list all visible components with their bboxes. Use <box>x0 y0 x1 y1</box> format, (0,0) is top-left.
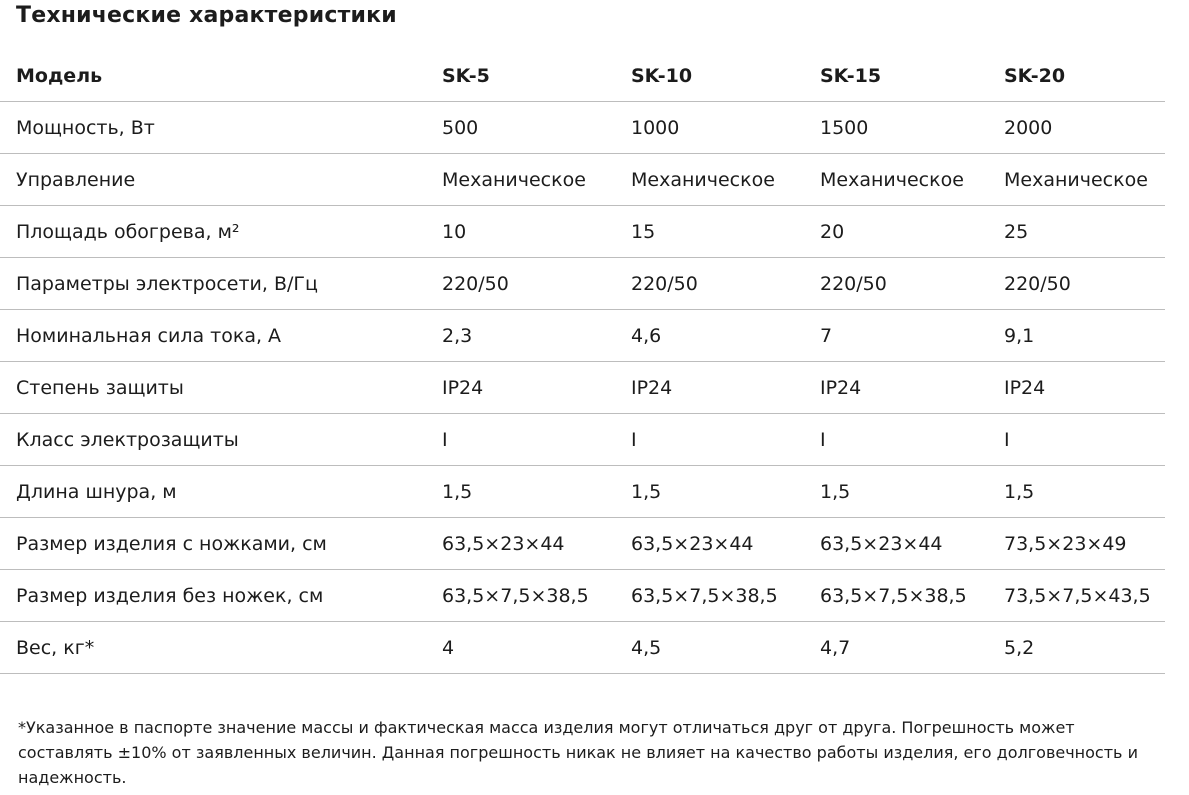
row-value: 63,5×23×44 <box>820 518 1004 570</box>
row-value: 220/50 <box>1004 258 1165 310</box>
row-value: 1,5 <box>631 466 820 518</box>
row-label: Размер изделия без ножек, см <box>0 570 442 622</box>
row-value: 63,5×7,5×38,5 <box>442 570 631 622</box>
row-value: 1000 <box>631 102 820 154</box>
row-value: 500 <box>442 102 631 154</box>
page-title: Технические характеристики <box>16 3 397 28</box>
row-value: IP24 <box>442 362 631 414</box>
row-value: 73,5×23×49 <box>1004 518 1165 570</box>
row-value: 7 <box>820 310 1004 362</box>
row-label: Размер изделия с ножками, см <box>0 518 442 570</box>
header-model: SK-10 <box>631 50 820 102</box>
row-value: 15 <box>631 206 820 258</box>
row-value: 10 <box>442 206 631 258</box>
row-value: 1500 <box>820 102 1004 154</box>
row-value: 25 <box>1004 206 1165 258</box>
row-value: IP24 <box>631 362 820 414</box>
row-value: I <box>442 414 631 466</box>
row-label: Длина шнура, м <box>0 466 442 518</box>
row-value: 1,5 <box>442 466 631 518</box>
row-value: 63,5×23×44 <box>442 518 631 570</box>
table-row <box>0 206 1165 258</box>
row-value: 73,5×7,5×43,5 <box>1004 570 1165 622</box>
row-label: Площадь обогрева, м² <box>0 206 442 258</box>
row-value: 63,5×7,5×38,5 <box>820 570 1004 622</box>
row-value: IP24 <box>820 362 1004 414</box>
row-value: 9,1 <box>1004 310 1165 362</box>
row-label: Мощность, Вт <box>0 102 442 154</box>
row-value: 2000 <box>1004 102 1165 154</box>
table-row <box>0 310 1165 362</box>
table-row <box>0 518 1165 570</box>
specs-table <box>0 50 1165 674</box>
table-row <box>0 414 1165 466</box>
row-label: Номинальная сила тока, А <box>0 310 442 362</box>
row-value: I <box>631 414 820 466</box>
table-row <box>0 570 1165 622</box>
row-value: 63,5×23×44 <box>631 518 820 570</box>
table-row <box>0 102 1165 154</box>
row-value: Механическое <box>820 154 1004 206</box>
table-row <box>0 258 1165 310</box>
row-value: 4,7 <box>820 622 1004 674</box>
header-model: SK-5 <box>442 50 631 102</box>
row-label: Параметры электросети, В/Гц <box>0 258 442 310</box>
table-row <box>0 622 1165 674</box>
row-value: IP24 <box>1004 362 1165 414</box>
row-label: Управление <box>0 154 442 206</box>
row-value: Механическое <box>631 154 820 206</box>
row-label: Класс электрозащиты <box>0 414 442 466</box>
table-row <box>0 362 1165 414</box>
table-row <box>0 466 1165 518</box>
row-value: 1,5 <box>1004 466 1165 518</box>
row-value: I <box>1004 414 1165 466</box>
row-value: 220/50 <box>442 258 631 310</box>
header-model: SK-20 <box>1004 50 1165 102</box>
header-label: Модель <box>0 50 442 102</box>
row-value: 1,5 <box>820 466 1004 518</box>
row-value: Механическое <box>442 154 631 206</box>
row-value: 4,6 <box>631 310 820 362</box>
row-value: 220/50 <box>631 258 820 310</box>
row-label: Степень защиты <box>0 362 442 414</box>
table-row <box>0 154 1165 206</box>
row-value: 63,5×7,5×38,5 <box>631 570 820 622</box>
row-value: 4 <box>442 622 631 674</box>
table-header-row <box>0 50 1165 102</box>
row-value: 5,2 <box>1004 622 1165 674</box>
footnote: *Указанное в паспорте значение массы и фактическая масса изделия могут отличаться друг от друга. Погрешность может составлять ±10% от заявленных величин. Данная погрешность никак не влияет на качество работы изделия, его долговечность и надежность. <box>18 718 1138 787</box>
header-model: SK-15 <box>820 50 1004 102</box>
row-value: 20 <box>820 206 1004 258</box>
row-value: Механическое <box>1004 154 1165 206</box>
row-label: Вес, кг* <box>0 622 442 674</box>
row-value: I <box>820 414 1004 466</box>
row-value: 4,5 <box>631 622 820 674</box>
row-value: 2,3 <box>442 310 631 362</box>
row-value: 220/50 <box>820 258 1004 310</box>
